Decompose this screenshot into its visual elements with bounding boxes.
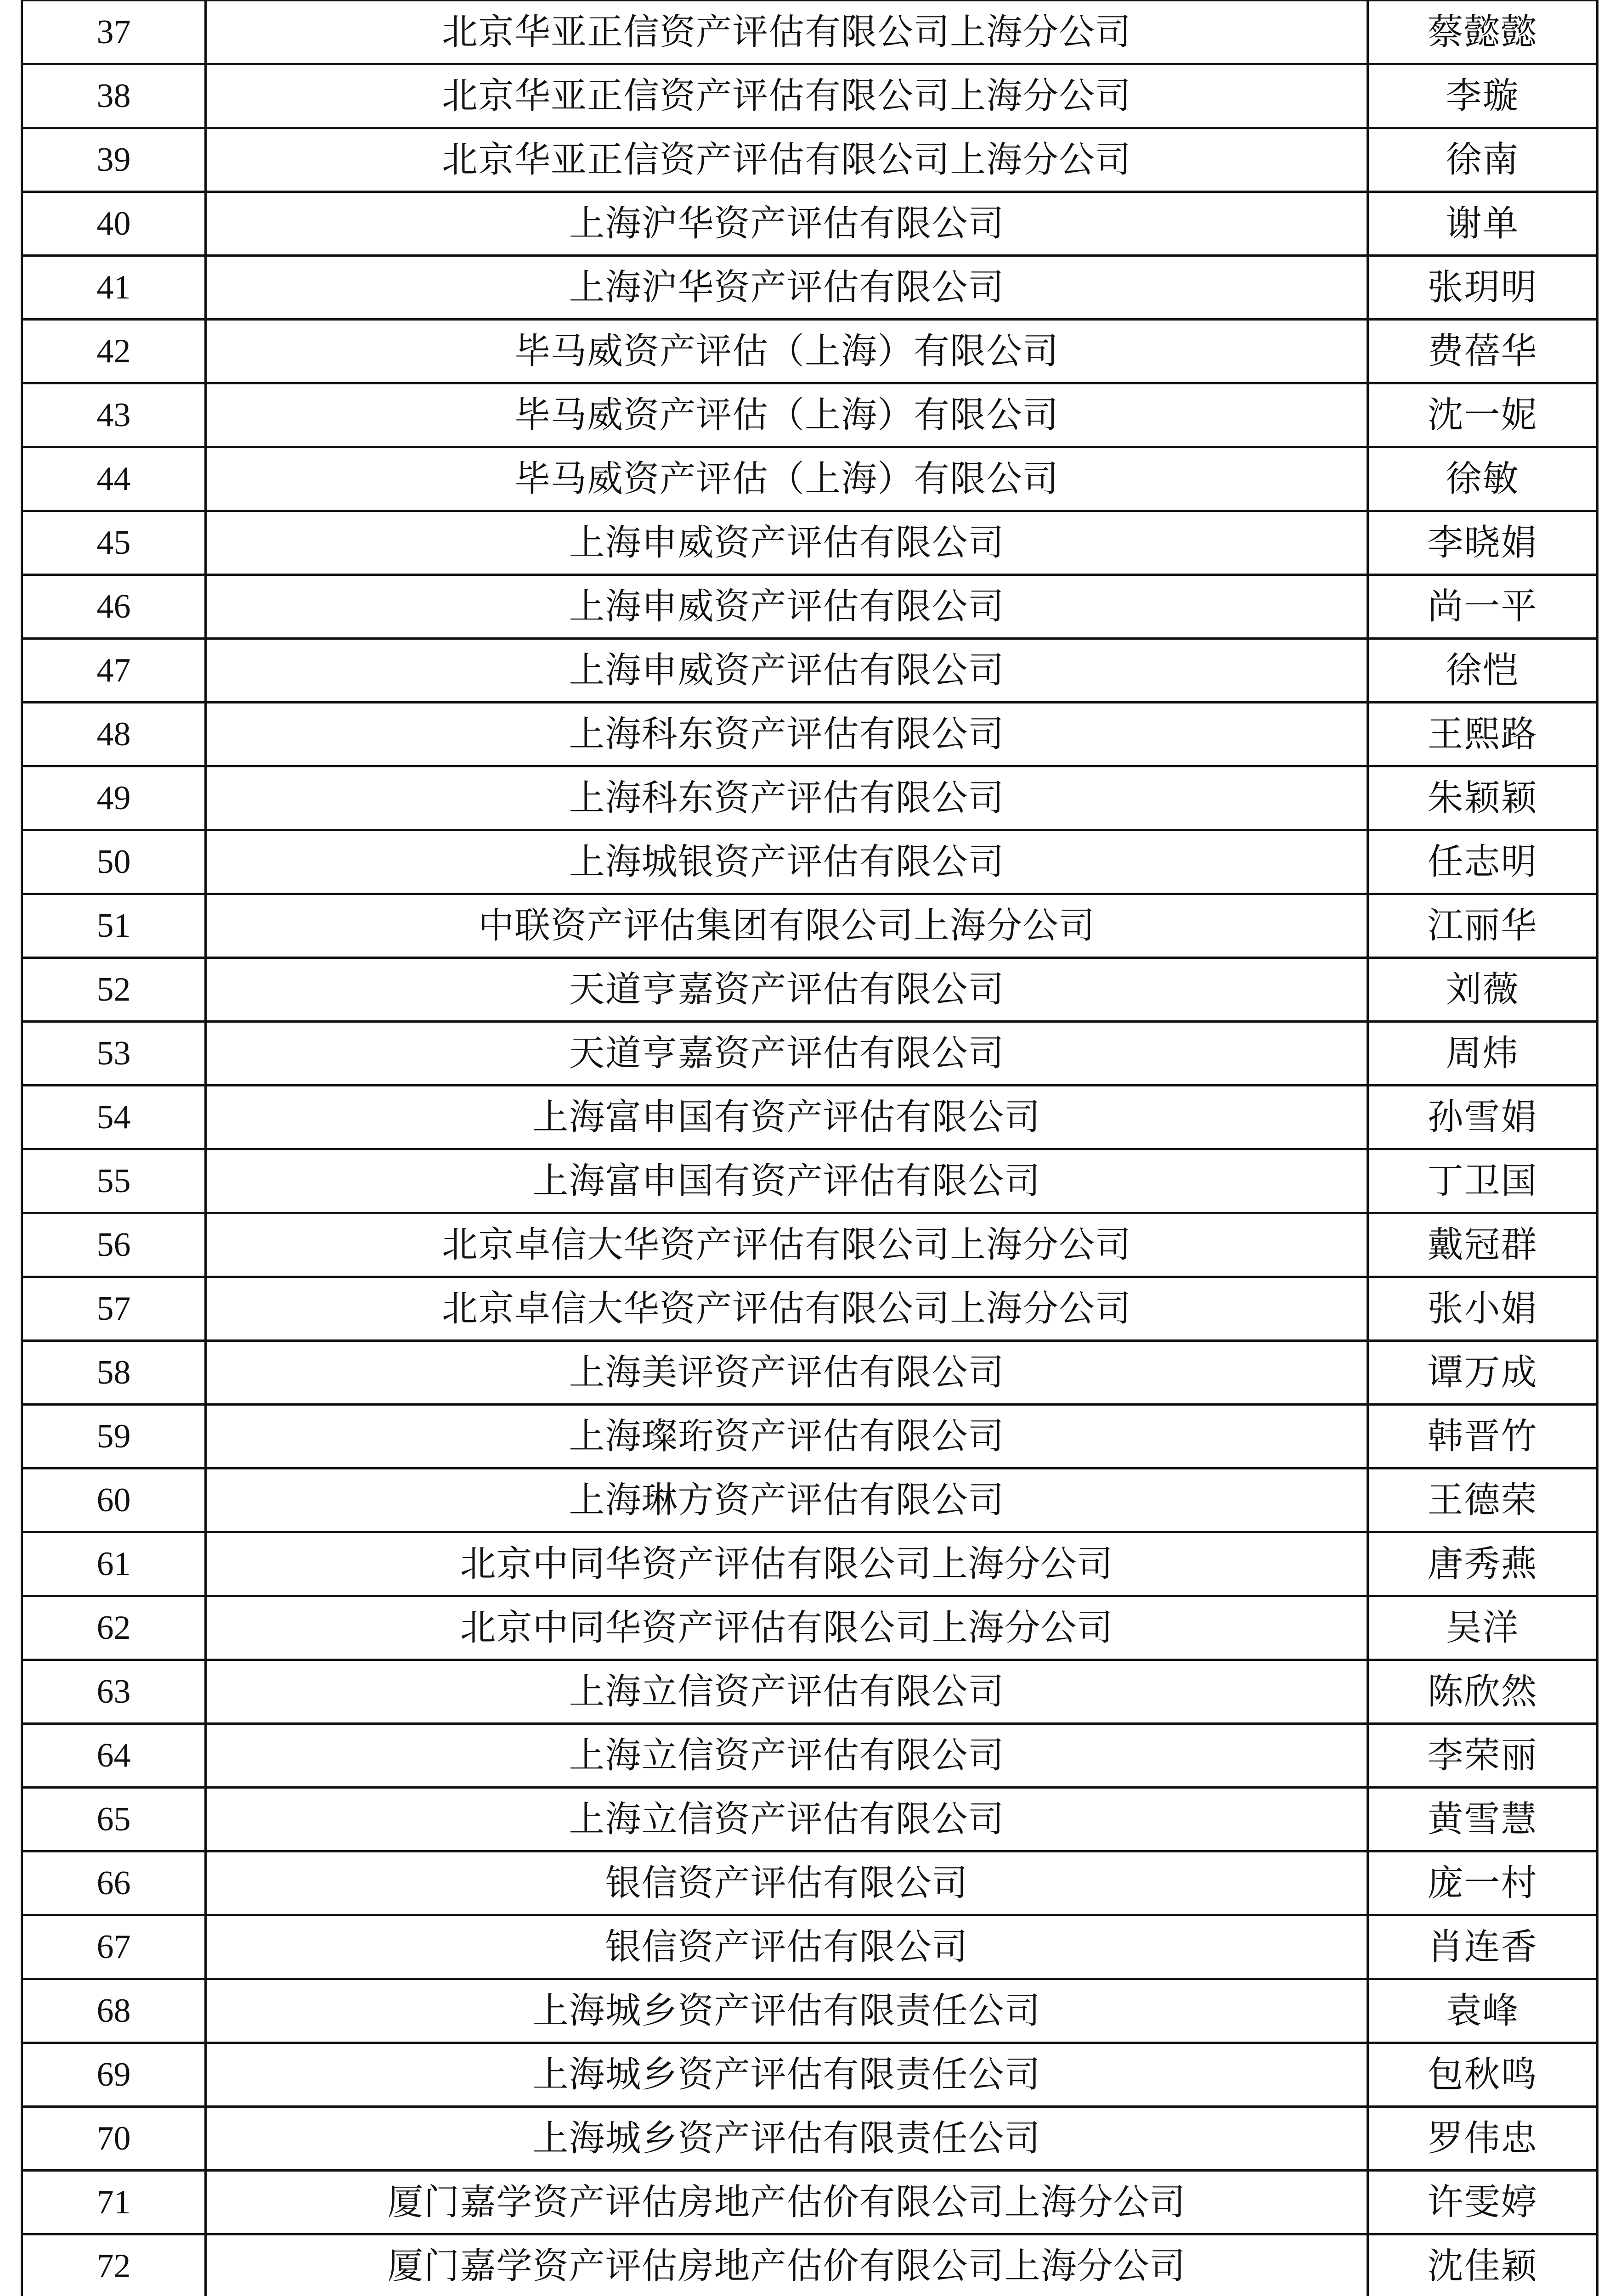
appraiser-name-cell: 王德荣 bbox=[1368, 1469, 1598, 1532]
organization-cell: 银信资产评估有限公司 bbox=[206, 1851, 1368, 1915]
appraiser-name-cell: 李璇 bbox=[1368, 64, 1598, 128]
organization-cell: 上海科东资产评估有限公司 bbox=[206, 766, 1368, 830]
row-number-cell: 52 bbox=[22, 958, 206, 1022]
row-number-cell: 56 bbox=[22, 1213, 206, 1277]
row-number-cell: 54 bbox=[22, 1086, 206, 1149]
organization-cell: 上海立信资产评估有限公司 bbox=[206, 1724, 1368, 1788]
row-number-cell: 67 bbox=[22, 1915, 206, 1979]
organization-cell: 银信资产评估有限公司 bbox=[206, 1915, 1368, 1979]
appraiser-name-cell: 陈欣然 bbox=[1368, 1660, 1598, 1724]
table-row bbox=[22, 830, 1598, 894]
organization-cell: 上海城乡资产评估有限责任公司 bbox=[206, 1979, 1368, 2043]
organization-cell: 上海富申国有资产评估有限公司 bbox=[206, 1086, 1368, 1149]
organization-cell: 上海科东资产评估有限公司 bbox=[206, 703, 1368, 766]
appraiser-name-cell: 孙雪娟 bbox=[1368, 1086, 1598, 1149]
organization-cell: 北京中同华资产评估有限公司上海分公司 bbox=[206, 1532, 1368, 1596]
organization-cell: 毕马威资产评估（上海）有限公司 bbox=[206, 383, 1368, 447]
appraiser-name-cell: 韩晋竹 bbox=[1368, 1405, 1598, 1469]
row-number-cell: 72 bbox=[22, 2234, 206, 2296]
appraiser-name-cell: 李晓娟 bbox=[1368, 511, 1598, 575]
row-number-cell: 64 bbox=[22, 1724, 206, 1788]
table-row bbox=[22, 2234, 1598, 2296]
organization-cell: 北京中同华资产评估有限公司上海分公司 bbox=[206, 1596, 1368, 1660]
row-number-cell: 69 bbox=[22, 2043, 206, 2107]
row-number-cell: 59 bbox=[22, 1405, 206, 1469]
appraiser-name-cell: 沈一妮 bbox=[1368, 383, 1598, 447]
table-row bbox=[22, 192, 1598, 256]
organization-cell: 毕马威资产评估（上海）有限公司 bbox=[206, 320, 1368, 383]
table-row bbox=[22, 1022, 1598, 1086]
appraiser-name-cell: 徐南 bbox=[1368, 128, 1598, 192]
table-row bbox=[22, 447, 1598, 511]
organization-cell: 北京卓信大华资产评估有限公司上海分公司 bbox=[206, 1277, 1368, 1341]
row-number-cell: 70 bbox=[22, 2107, 206, 2171]
organization-cell: 厦门嘉学资产评估房地产估价有限公司上海分公司 bbox=[206, 2234, 1368, 2296]
row-number-cell: 61 bbox=[22, 1532, 206, 1596]
appraiser-name-cell: 黄雪慧 bbox=[1368, 1788, 1598, 1851]
appraiser-name-cell: 张玥明 bbox=[1368, 256, 1598, 320]
table-row bbox=[22, 1788, 1598, 1851]
table-row bbox=[22, 703, 1598, 766]
table-row bbox=[22, 2171, 1598, 2234]
table-row bbox=[22, 128, 1598, 192]
appraiser-name-cell: 许雯婷 bbox=[1368, 2171, 1598, 2234]
table-row bbox=[22, 256, 1598, 320]
appraiser-name-cell: 朱颖颖 bbox=[1368, 766, 1598, 830]
appraiser-name-cell: 张小娟 bbox=[1368, 1277, 1598, 1341]
document-page bbox=[21, 0, 1596, 2296]
appraiser-name-cell: 尚一平 bbox=[1368, 575, 1598, 639]
table-row bbox=[22, 1851, 1598, 1915]
row-number-cell: 60 bbox=[22, 1469, 206, 1532]
row-number-cell: 48 bbox=[22, 703, 206, 766]
organization-cell: 上海沪华资产评估有限公司 bbox=[206, 192, 1368, 256]
organization-cell: 上海城乡资产评估有限责任公司 bbox=[206, 2043, 1368, 2107]
row-number-cell: 39 bbox=[22, 128, 206, 192]
table-row bbox=[22, 1341, 1598, 1405]
organization-cell: 上海沪华资产评估有限公司 bbox=[206, 256, 1368, 320]
appraiser-name-cell: 李荣丽 bbox=[1368, 1724, 1598, 1788]
organization-cell: 天道亨嘉资产评估有限公司 bbox=[206, 1022, 1368, 1086]
appraiser-name-cell: 蔡懿懿 bbox=[1368, 1, 1598, 64]
appraiser-roster-table bbox=[21, 0, 1598, 2296]
appraiser-name-cell: 戴冠群 bbox=[1368, 1213, 1598, 1277]
organization-cell: 上海琳方资产评估有限公司 bbox=[206, 1469, 1368, 1532]
table-row bbox=[22, 958, 1598, 1022]
table-row bbox=[22, 1724, 1598, 1788]
row-number-cell: 38 bbox=[22, 64, 206, 128]
table-row bbox=[22, 64, 1598, 128]
table-row bbox=[22, 1532, 1598, 1596]
table-row bbox=[22, 575, 1598, 639]
organization-cell: 上海美评资产评估有限公司 bbox=[206, 1341, 1368, 1405]
appraiser-name-cell: 谭万成 bbox=[1368, 1341, 1598, 1405]
appraiser-name-cell: 包秋鸣 bbox=[1368, 2043, 1598, 2107]
organization-cell: 上海城银资产评估有限公司 bbox=[206, 830, 1368, 894]
row-number-cell: 55 bbox=[22, 1149, 206, 1213]
table-row bbox=[22, 1405, 1598, 1469]
table-row bbox=[22, 383, 1598, 447]
row-number-cell: 49 bbox=[22, 766, 206, 830]
table-row bbox=[22, 894, 1598, 958]
row-number-cell: 53 bbox=[22, 1022, 206, 1086]
appraiser-name-cell: 周炜 bbox=[1368, 1022, 1598, 1086]
row-number-cell: 46 bbox=[22, 575, 206, 639]
appraiser-name-cell: 费蓓华 bbox=[1368, 320, 1598, 383]
row-number-cell: 65 bbox=[22, 1788, 206, 1851]
roster-table-body bbox=[22, 1, 1598, 2296]
table-row bbox=[22, 1660, 1598, 1724]
organization-cell: 厦门嘉学资产评估房地产估价有限公司上海分公司 bbox=[206, 2171, 1368, 2234]
table-row bbox=[22, 2107, 1598, 2171]
appraiser-name-cell: 沈佳颖 bbox=[1368, 2234, 1598, 2296]
appraiser-name-cell: 吴洋 bbox=[1368, 1596, 1598, 1660]
table-row bbox=[22, 766, 1598, 830]
organization-cell: 上海申威资产评估有限公司 bbox=[206, 511, 1368, 575]
row-number-cell: 57 bbox=[22, 1277, 206, 1341]
appraiser-name-cell: 丁卫国 bbox=[1368, 1149, 1598, 1213]
organization-cell: 上海城乡资产评估有限责任公司 bbox=[206, 2107, 1368, 2171]
row-number-cell: 37 bbox=[22, 1, 206, 64]
organization-cell: 上海申威资产评估有限公司 bbox=[206, 639, 1368, 703]
appraiser-name-cell: 谢单 bbox=[1368, 192, 1598, 256]
appraiser-name-cell: 庞一村 bbox=[1368, 1851, 1598, 1915]
row-number-cell: 63 bbox=[22, 1660, 206, 1724]
table-row bbox=[22, 1086, 1598, 1149]
table-row bbox=[22, 1915, 1598, 1979]
appraiser-name-cell: 任志明 bbox=[1368, 830, 1598, 894]
appraiser-name-cell: 肖连香 bbox=[1368, 1915, 1598, 1979]
row-number-cell: 66 bbox=[22, 1851, 206, 1915]
appraiser-name-cell: 江丽华 bbox=[1368, 894, 1598, 958]
organization-cell: 北京华亚正信资产评估有限公司上海分公司 bbox=[206, 64, 1368, 128]
organization-cell: 上海申威资产评估有限公司 bbox=[206, 575, 1368, 639]
row-number-cell: 51 bbox=[22, 894, 206, 958]
appraiser-name-cell: 刘薇 bbox=[1368, 958, 1598, 1022]
row-number-cell: 62 bbox=[22, 1596, 206, 1660]
appraiser-name-cell: 袁峰 bbox=[1368, 1979, 1598, 2043]
row-number-cell: 44 bbox=[22, 447, 206, 511]
row-number-cell: 68 bbox=[22, 1979, 206, 2043]
appraiser-name-cell: 王熙路 bbox=[1368, 703, 1598, 766]
table-row bbox=[22, 511, 1598, 575]
appraiser-name-cell: 徐恺 bbox=[1368, 639, 1598, 703]
organization-cell: 北京华亚正信资产评估有限公司上海分公司 bbox=[206, 1, 1368, 64]
row-number-cell: 43 bbox=[22, 383, 206, 447]
row-number-cell: 45 bbox=[22, 511, 206, 575]
table-row bbox=[22, 1596, 1598, 1660]
appraiser-name-cell: 唐秀燕 bbox=[1368, 1532, 1598, 1596]
row-number-cell: 47 bbox=[22, 639, 206, 703]
table-row bbox=[22, 1149, 1598, 1213]
organization-cell: 北京卓信大华资产评估有限公司上海分公司 bbox=[206, 1213, 1368, 1277]
table-row bbox=[22, 1, 1598, 64]
row-number-cell: 42 bbox=[22, 320, 206, 383]
table-row bbox=[22, 639, 1598, 703]
organization-cell: 天道亨嘉资产评估有限公司 bbox=[206, 958, 1368, 1022]
organization-cell: 毕马威资产评估（上海）有限公司 bbox=[206, 447, 1368, 511]
table-row bbox=[22, 1979, 1598, 2043]
table-row bbox=[22, 2043, 1598, 2107]
organization-cell: 上海立信资产评估有限公司 bbox=[206, 1788, 1368, 1851]
row-number-cell: 50 bbox=[22, 830, 206, 894]
table-row bbox=[22, 1213, 1598, 1277]
organization-cell: 上海富申国有资产评估有限公司 bbox=[206, 1149, 1368, 1213]
row-number-cell: 41 bbox=[22, 256, 206, 320]
table-row bbox=[22, 320, 1598, 383]
organization-cell: 北京华亚正信资产评估有限公司上海分公司 bbox=[206, 128, 1368, 192]
table-row bbox=[22, 1469, 1598, 1532]
row-number-cell: 58 bbox=[22, 1341, 206, 1405]
organization-cell: 上海璨珩资产评估有限公司 bbox=[206, 1405, 1368, 1469]
appraiser-name-cell: 罗伟忠 bbox=[1368, 2107, 1598, 2171]
row-number-cell: 40 bbox=[22, 192, 206, 256]
row-number-cell: 71 bbox=[22, 2171, 206, 2234]
table-row bbox=[22, 1277, 1598, 1341]
organization-cell: 中联资产评估集团有限公司上海分公司 bbox=[206, 894, 1368, 958]
appraiser-name-cell: 徐敏 bbox=[1368, 447, 1598, 511]
organization-cell: 上海立信资产评估有限公司 bbox=[206, 1660, 1368, 1724]
